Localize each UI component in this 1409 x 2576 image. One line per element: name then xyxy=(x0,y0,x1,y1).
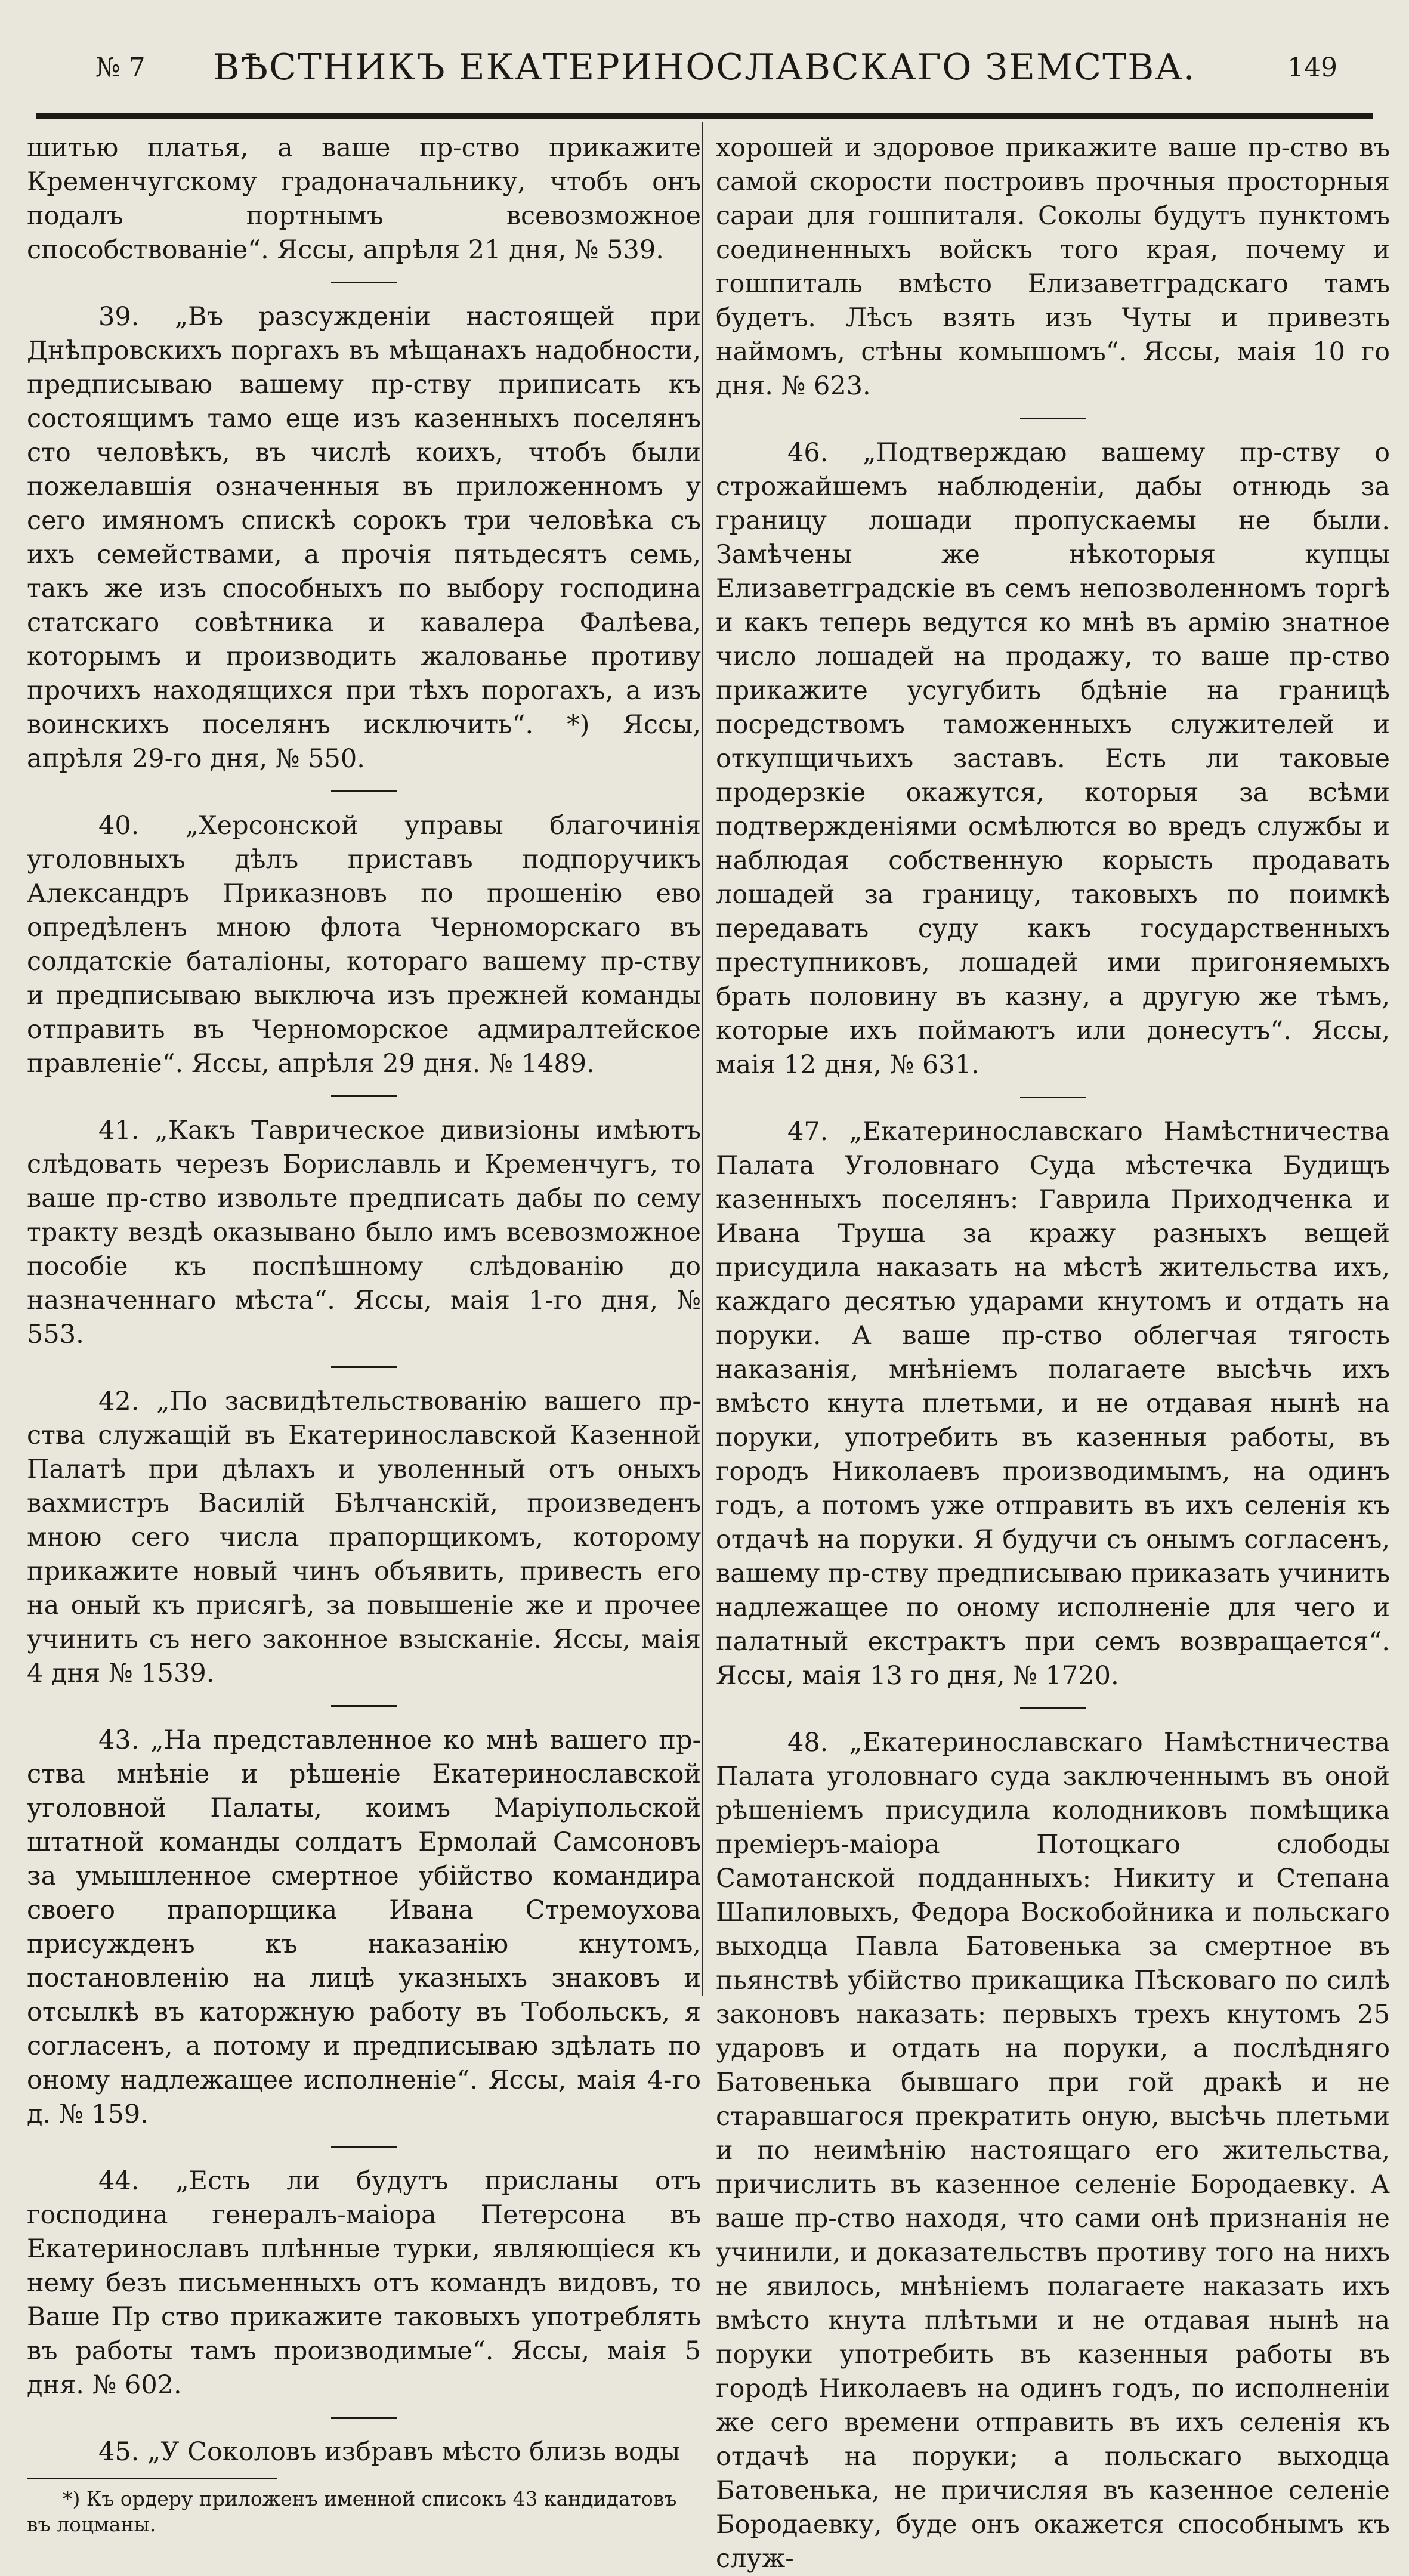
section-separator xyxy=(1020,1707,1086,1709)
column-divider xyxy=(702,122,703,1996)
header-rule xyxy=(36,113,1373,119)
paragraph-47: 47. „Екатеринославскаго Намѣстничества Палата Уголовнаго Суда мѣстечка Будищъ казенныхъ поселянъ: Гаврила Приходченка и Ивана Труша за кражу разныхъ вещей присудила наказать на мѣстѣ жительства ихъ, каждаго десятью ударами кнутомъ и отдать на поруки. А ваше пр-ство облегчая тягость наказанія, мнѣніемъ полагаете высѣчь ихъ вмѣсто кнута плетьми, и не отдавая нынѣ на поруки, употребить въ казенныя работы, въ городъ Николаевъ производимымъ, на одинъ годъ, а потомъ уже отправить въ ихъ селенія къ отдачѣ на поруки. Я будучи съ онымъ согласенъ, вашему пр-ству предписываю приказать учинить надлежащее по оному исполненіе для чего и палатный екстрактъ при семъ возвращается“. Яссы, маія 13 го дня, № 1720. xyxy=(716,1117,1390,1691)
issue-number: № 7 xyxy=(95,52,146,83)
paragraph-45-end: хорошей и здоровое прикажите ваше пр-ство въ самой скорости построивъ прочныя просторныя сараи для гошпиталя. Соколы будутъ пунктомъ соединенныхъ войскъ того края, почему и гошпиталь вмѣсто Елизаветградскаго тамъ будетъ. Лѣсъ взять изъ Чуты и привезть наймомъ, стѣны комышомъ“. Яссы, маія 10 го дня. № 623. xyxy=(716,133,1390,401)
paragraph-38-end: шитью платья, а ваше пр-ство прикажите Кременчугскому градоначальнику, чтобъ онъ подалъ портнымъ всевозможное способствованіе“. Яссы, апрѣля 21 дня, № 539. xyxy=(27,133,701,265)
section-separator xyxy=(331,1366,397,1368)
paragraph-39: 39. „Въ разсужденіи настоящей при Днѣпровскихъ поргахъ въ мѣщанахъ надобности, предписываю вашему пр-ству приписать къ состоящимъ тамо еще изъ казенныхъ поселянъ сто человѣкъ, въ числѣ коихъ, чтобъ были пожелавшія означенныя въ приложенномъ у сего имяномъ спискѣ сорокъ три человѣка съ ихъ семействами, а прочія пятьдесятъ семь, такъ же изъ способныхъ по выбору господина статскаго совѣтника и кавалера Фалѣева, которымъ и производить жалованье противу прочихъ находящихся при тѣхъ порогахъ, а изъ воинскихъ поселянъ исключить“. *) Яссы, апрѣля 29-го дня, № 550. xyxy=(27,302,701,774)
left-column xyxy=(27,131,701,2536)
paragraph-45-start: 45. „У Соколовъ избравъ мѣсто близь воды xyxy=(98,2437,681,2467)
journal-title: ВѢСТНИКЪ ЕКАТЕРИНОСЛАВСКАГО ЗЕМСТВА. xyxy=(213,47,1196,88)
page-number: 149 xyxy=(1287,52,1337,83)
section-separator xyxy=(1020,1097,1086,1098)
footnote-rule xyxy=(27,2478,277,2479)
section-separator xyxy=(331,2417,397,2419)
section-separator xyxy=(331,282,397,283)
section-separator xyxy=(331,2146,397,2148)
paragraph-44: 44. „Есть ли будутъ присланы отъ господина генералъ-маіора Петерсона въ Екатеринославъ плѣнные турки, являющіеся къ нему безъ письменныхъ отъ командъ видовъ, то Ваше Пр ство прикажите таковыхъ употреблять въ работы тамъ производимые“. Яссы, маія 5 дня. № 602. xyxy=(27,2166,701,2400)
section-separator xyxy=(1020,418,1086,419)
section-separator xyxy=(331,790,397,792)
page-header xyxy=(36,42,1373,95)
section-separator xyxy=(331,1095,397,1097)
section-separator xyxy=(331,1705,397,1707)
paragraph-46: 46. „Подтверждаю вашему пр-ству о строжайшемъ наблюденіи, дабы отнюдь за границу лошади пропускаемы не были. Замѣчены же нѣкоторыя купцы Елизаветградскіе въ семъ непозволенномъ торгѣ и какъ теперь ведутся ко мнѣ въ армію знатное число лошадей на продажу, то ваше пр-ство прикажите усугубить бдѣніе на границѣ посредствомъ таможенныхъ служителей и откупщичьихъ заставъ. Есть ли таковые продерзкіе окажутся, которыя за всѣми подтвержденіями осмѣлются во вредъ службы и наблюдая собственную корысть продавать лошадей за границу, таковыхъ по поимкѣ передавать суду какъ государственныхъ преступниковъ, лошадей ими пригоняемыхъ брать половину въ казну, а другую же тѣмъ, которые ихъ поймаютъ или донесутъ“. Яссы, маія 12 дня, № 631. xyxy=(716,438,1390,1080)
paragraph-48: 48. „Екатеринославскаго Намѣстничества Палата уголовнаго суда заключеннымъ въ оной рѣшеніемъ присудила колодниковъ помѣщика преміеръ-маіора Потоцкаго слободы Самотанской подданныхъ: Никиту и Степана Шапиловыхъ, Федора Воскобойника и польскаго выходца Павла Батовенька за смертное въ пьянствѣ убійство прикащика Пѣсковаго по силѣ законовъ наказать: первыхъ трехъ кнутомъ 25 ударовъ и отдать на поруки, а послѣдняго Батовенька бывшаго при гой дракѣ и не старавшагося прекратить оную, высѣчь плетьми и по неимѣнію настоящаго его жительства, причислить въ казенное селеніе Бородаевку. А ваше пр-ство находя, что сами онѣ признанія не учинили, и доказательствъ противу того на нихъ не явилось, мнѣніемъ полагаете наказать ихъ вмѣсто кнута плѣтьми и не отдавая нынѣ на поруки употребить въ казенныя работы въ городѣ Николаевъ на одинъ годъ, по исполненіи же сего времени отправить въ ихъ селенія къ отдачѣ на поруки; а польскаго выходца Батовенька, не причисляя въ казенное селеніе Бородаевку, буде онъ окажется способнымъ къ служ- xyxy=(716,1728,1390,2574)
paragraph-43: 43. „На представленное ко мнѣ вашего пр-ства мнѣніе и рѣшеніе Екатеринославской уголовной Палаты, коимъ Маріупольской штатной команды солдатъ Ермолай Самсоновъ за умышленное смертное убійство командира своего прапорщика Ивана Стремоухова присужденъ къ наказанію кнутомъ, постановленію на лицѣ указныхъ знаковъ и отсылкѣ въ каторжную работу въ Тобольскъ, я согласенъ, а потому и предписываю здѣлать по оному надлежащее исполненіе“. Яссы, маія 4-го д. № 159. xyxy=(27,1725,701,2129)
paragraph-42: 42. „По засвидѣтельствованію вашего пр-ства служащій въ Екатеринославской Казенной Палатѣ при дѣлахъ и уволенный отъ оныхъ вахмистръ Василій Бѣлчанскій, произведенъ мною сего числа прапорщикомъ, которому прикажите новый чинъ объявить, привесть его на оный къ присягѣ, за повышеніе же и прочее учинить съ него законное взысканіе. Яссы, маія 4 дня № 1539. xyxy=(27,1386,701,1688)
paragraph-41: 41. „Какъ Таврическое дивизіоны имѣютъ слѣдовать черезъ Бориславль и Кременчугъ, то ваше пр-ство извольте предписать дабы по сему тракту вездѣ оказывано было имъ всевозможное пособіе къ поспѣшному слѣдованію до назначеннаго мѣста“. Яссы, маія 1-го дня, № 553. xyxy=(27,1116,701,1349)
footnote: *) Къ ордеру приложенъ именной списокъ 43 кандидатовъ въ лоцманы. xyxy=(27,2487,677,2536)
paragraph-40: 40. „Херсонской управы благочинія уголовныхъ дѣлъ приставъ подпоручикъ Александръ Приказновъ по прошенію ево опредѣленъ мною флота Черноморскаго въ солдатскіе баталіоны, котораго вашему пр-ству и предписываю выключа изъ прежней команды отправить въ Черноморское адмиралтейское правленіе“. Яссы, апрѣля 29 дня. № 1489. xyxy=(27,811,701,1079)
right-column xyxy=(716,131,1390,2574)
